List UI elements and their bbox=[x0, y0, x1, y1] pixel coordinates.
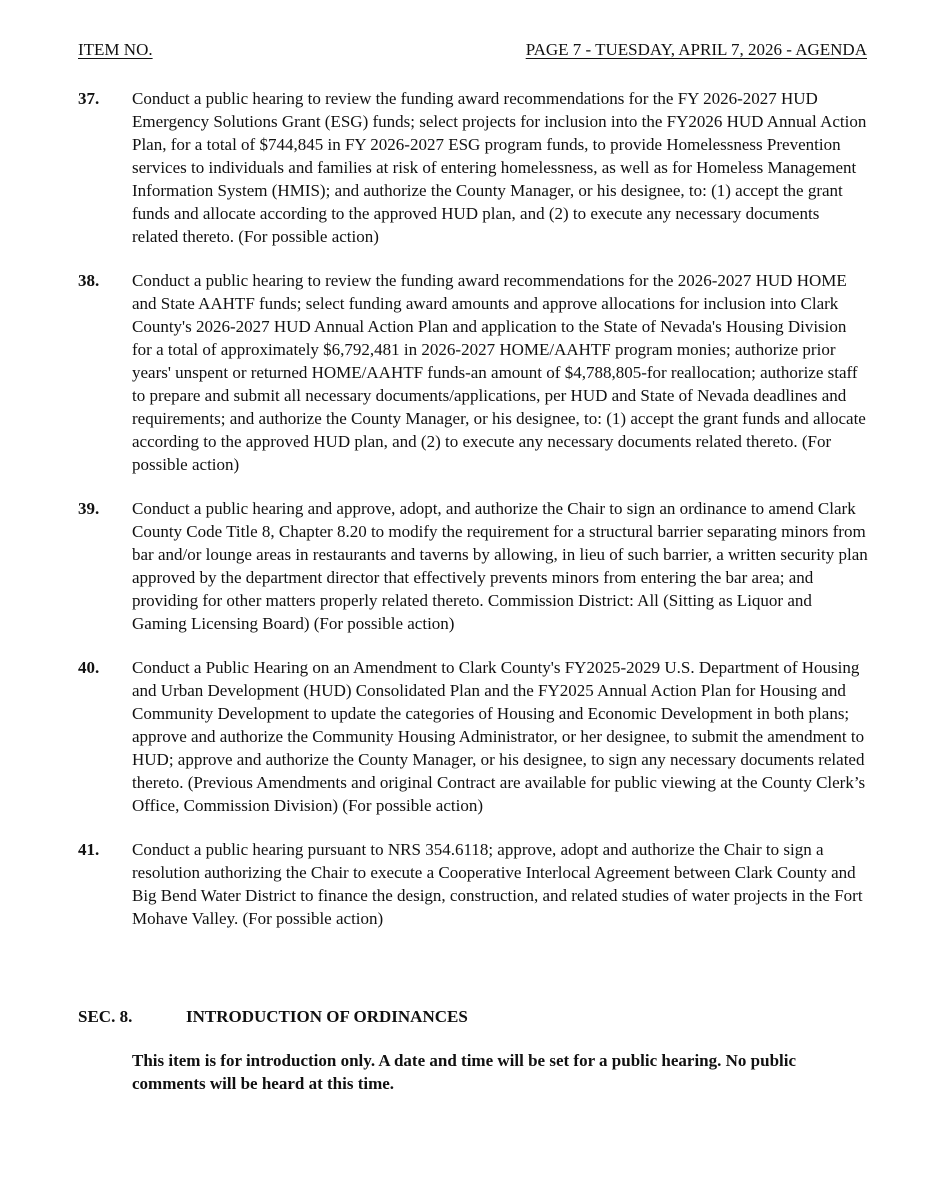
header-item-no: ITEM NO. bbox=[78, 40, 153, 59]
section-label: SEC. 8. bbox=[78, 1007, 133, 1026]
item-description: Conduct a Public Hearing on an Amendment to Clark County's FY2025-2029 U.S. Department of Housing and Urban Development (HUD) Consolidated Plan and the FY2025 Annual Action Plan for Housing and Community Development to update the categories of Housing and Economic Development in both plans; approve and authorize the Community Housing Administrator, or her designee, to submit the amendment to HUD; approve and authorize the County Manager, or his designee, to sign any necessary documents related thereto. (Previous Amendments and original Contract are available for public viewing at the County Clerk’s Office, Commission Division) (For possible action) bbox=[132, 658, 866, 815]
agenda-items-list bbox=[78, 87, 868, 951]
item-number: 39. bbox=[78, 499, 100, 518]
item-description: Conduct a public hearing and approve, adopt, and authorize the Chair to sign an ordinance to amend Clark County Code Title 8, Chapter 8.20 to modify the requirement for a structural barrier separating minors from bar and/or lounge areas in restaurants and taverns by allowing, in lieu of such barrier, a written security plan approved by the department director that effectively prevents minors from entering the bar area; and providing for other matters properly related thereto. Commission District: All (Sitting as Liquor and Gaming Licensing Board) (For possible action) bbox=[132, 499, 868, 633]
item-description: Conduct a public hearing pursuant to NRS 354.6118; approve, adopt and authorize the Chair to sign a resolution authorizing the Chair to execute a Cooperative Interlocal Agreement between Clark County and Big Bend Water District to finance the design, construction, and related studies of water projects in the Fort Mohave Valley. (For possible action) bbox=[132, 840, 863, 928]
item-description: Conduct a public hearing to review the funding award recommendations for the 2026-2027 HUD HOME and State AAHTF funds; select funding award amounts and approve allocations for inclusion into Clark County's 2026-2027 HUD Annual Action Plan and application to the State of Nevada's Housing Division for a total of approximately $6,792,481 in 2026-2027 HOME/AAHTF program monies; authorize prior years' unspent or returned HOME/AAHTF funds-an amount of $4,788,805-for reallocation; authorize staff to prepare and submit all necessary documents/applications, per HUD and State of Nevada deadlines and requirements; and authorize the County Manager, or his designee, to: (1) accept the grant funds and allocate according to the approved HUD plan, and (2) to execute any necessary documents related thereto. (For possible action) bbox=[132, 271, 866, 474]
agenda-item-37 bbox=[78, 87, 868, 248]
item-number: 38. bbox=[78, 271, 100, 290]
item-number: 41. bbox=[78, 840, 100, 859]
section-title: INTRODUCTION OF ORDINANCES bbox=[186, 1007, 468, 1026]
item-description: Conduct a public hearing to review the funding award recommendations for the FY 2026-2027 HUD Emergency Solutions Grant (ESG) funds; select projects for inclusion into the FY2026 HUD Annual Action Plan, for a total of $744,845 in FY 2026-2027 ESG program funds, to provide Homelessness Prevention services to individuals and families at risk of entering homelessness, as well as for Homeless Management Information System (HMIS); and authorize the County Manager, or his designee, to: (1) accept the grant funds and allocate according to the approved HUD plan, and (2) to execute any necessary documents related thereto. (For possible action) bbox=[132, 89, 867, 246]
section-note: This item is for introduction only. A date and time will be set for a public hearing. No public comments will be heard at this time. bbox=[132, 1051, 797, 1093]
item-number: 37. bbox=[78, 89, 100, 108]
header-page-info: PAGE 7 - TUESDAY, APRIL 7, 2026 - AGENDA bbox=[525, 40, 867, 59]
agenda-item-39 bbox=[78, 497, 868, 635]
agenda-item-40 bbox=[78, 656, 868, 817]
agenda-item-41 bbox=[78, 838, 868, 930]
agenda-item-38 bbox=[78, 269, 868, 476]
item-number: 40. bbox=[78, 658, 100, 677]
